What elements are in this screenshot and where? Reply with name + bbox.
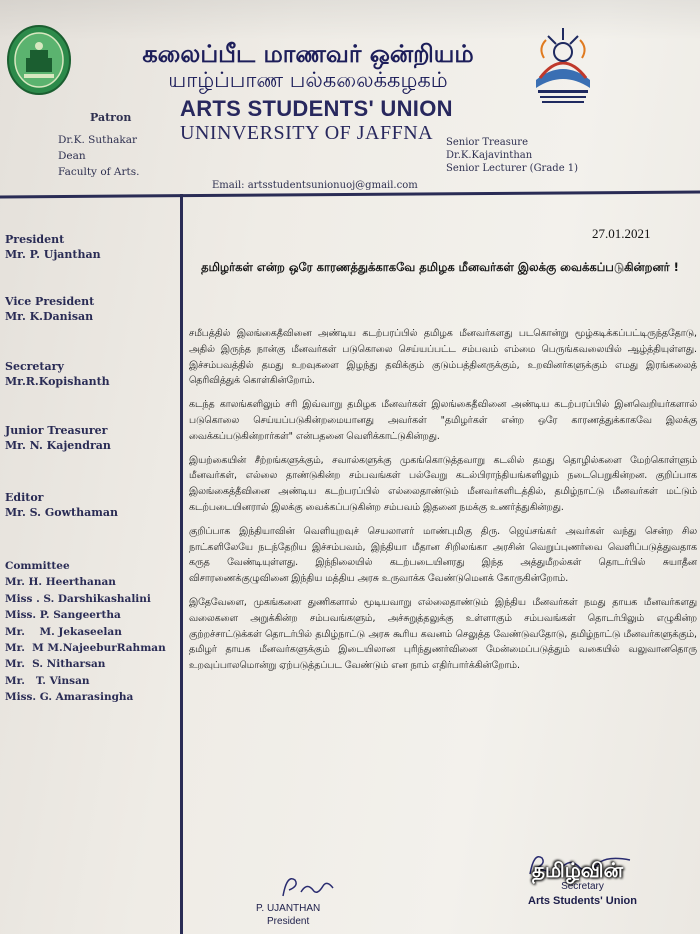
president-name: P. UJANTHAN bbox=[256, 903, 321, 914]
committee-member: Mr. M M.NajeeburRahman bbox=[5, 642, 166, 655]
union-name-english: ARTS STUDENTS' UNION bbox=[180, 96, 453, 121]
committee-member: Miss . S. Darshikashalini bbox=[5, 592, 151, 605]
office-editor: Editor Mr. S. Gowthaman bbox=[5, 491, 119, 519]
body-paragraph: இயற்கையின் சீற்றங்களுக்கும், சவால்களுக்கு முகங்கொடுத்தவாறு கடலில் தமது தொழில்களை மேற்கொள்ளும் மீனவர்கள், எல்லை தாண்டுகின்ற சம்பவங்கள் பல்வேறு கடல்பிராந்தியங்களிலும் நடைபெறுகின்றன. குறிப்பாக இலங்கைத்தீவினை அண்டிய கடற்பரப்பில் எல்லைதாண்டும் மீனவர்களிடத்தில், தமிழ்நாட்டு மீனவர்கள் மட்டும் கடற்படையினரால் இலக்கு வைக்கப்படுகின்ற சம்பவம் இதனை நமக்கு உணர்த்துகின்றது. bbox=[189, 454, 697, 513]
president-signature-icon bbox=[277, 870, 337, 902]
senior-treasure-block bbox=[446, 136, 578, 175]
secretary-org: Arts Students' Union bbox=[528, 895, 637, 907]
body-paragraph: இதேவேளை, முகங்களை துணிகளால் மூடியவாறு எல்லைதாண்டும் இந்திய மீனவர்கள் நமது தாயக மீனவர்களது வலைகளை அறுக்கின்ற சம்பவங்களும், அச்சுறுத்தலுக்கு உள்ளாகும் சம்பவங்கள் தொடர்பிலும் எழுகின்ற குற்றச்சாட்டுக்கள் தொடர்பில் தமிழ்நாட்டு அரசு கூரிய கவனம் செலுத்த வேண்டுவதோடு, தமிழ்நாட்டு மீனவர்களுக்கும், தமிழர் தாயக மீனவர்களுக்கும் இடையிலான புரிந்துணர்வினை மேன்மைப்படுத்தும் வகையில் வலுவானதொரு உறவுப்பாலமொன்று ஏற்படுத்தப்பட வேண்டும் என நாம் எதிர்பார்க்கின்றோம். bbox=[189, 596, 697, 672]
university-name-english: UNINVERSITY OF JAFFNA bbox=[180, 122, 434, 144]
body-paragraph: குறிப்பாக இந்தியாவின் வெளியுறவுச் செயலாளர் மாண்புமிகு திரு. ஜெய்சங்கர் அவர்கள் வந்து சென்ற சில நாட்களிலேயே நடந்தேறிய இச்சம்பவம், இந்தியா மீதான சிறிலங்கா அரசின் வெறுப்புணர்வை வெளிப்படுத்துவதாக கருத வேண்டியுள்ளது. இந்நிலையில் கடற்படையினரது இந்த அத்துமீறல்கள் தொடர்பில் சுயாதீன விசாரணைக்குழுவினை இந்திய மத்திய அரசு உருவாக்க வேண்டுமெனக் கோருகின்றோம். bbox=[189, 525, 697, 585]
office-vice-president: Vice President Mr. K.Danisan bbox=[5, 295, 95, 323]
committee-member: Mr. M. Jekaseelan bbox=[5, 625, 122, 638]
committee-member: Miss. P. Sangeertha bbox=[5, 609, 121, 622]
committee-list bbox=[5, 558, 166, 706]
office-president: President Mr. P. Ujanthan bbox=[5, 233, 101, 261]
watermark: தமிழ்வின் bbox=[532, 858, 623, 882]
arts-union-logo-icon bbox=[518, 18, 608, 110]
patron-block bbox=[58, 110, 139, 180]
letter-subject: தமிழர்கள் என்ற ஒரே காரணத்துக்காகவே தமிழக மீனவர்கள் இலக்கு வைக்கப்படுகின்றனர் ! bbox=[201, 260, 679, 274]
committee-member: Mr. T. Vinsan bbox=[5, 674, 90, 687]
committee-member: Mr. S. Nitharsan bbox=[5, 658, 106, 671]
patron-name: Dr.K. Suthakar bbox=[58, 134, 137, 146]
body-paragraph: கடந்த காலங்களிலும் சரி இவ்வாறு தமிழக மீனவர்கள் இலங்கைதீவினை அண்டிய கடற்பரப்பில் இனவெறியர்களால் படுகொலை செய்யப்படுகின்றமையானது அவர்கள் "தமிழர்கள் என்ற ஒரே காரணத்துக்காகவே இலக்கு வைக்கப்படுகின்றார்கள்" என்பதனை வெளிக்காட்டுகின்றது. bbox=[189, 399, 697, 442]
patron-faculty: Faculty of Arts. bbox=[58, 166, 140, 178]
office-junior-treasurer: Junior Treasurer Mr. N. Kajendran bbox=[5, 424, 111, 452]
senior-treasure-heading: Senior Treasure bbox=[446, 137, 528, 148]
body-paragraph: சமீபத்தில் இலங்கைதீவினை அண்டிய கடற்பரப்பில் தமிழக மீனவர்களது படகொன்று மூழ்கடிக்கப்பட்டிருந்ததோடு, அதில் இருந்த நான்கு மீனவர்கள் படுகொலை செய்யப்பட்ட சம்பவம் எம்மை பெருங்கவலையில் ஆழ்த்தியுள்ளது. இச்சம்பவத்தில் தமது உறவுகளை இழந்து தவிக்கும் குடும்பத்தினருக்கும், உறவினர்களுக்கும் எமது இரங்கலைத் தெரிவித்துக் கொள்கின்றோம். bbox=[189, 328, 697, 387]
union-name-tamil: கலைப்பீட மாணவர் ஒன்றியம் bbox=[142, 40, 474, 68]
university-name-tamil: யாழ்ப்பாண பல்கலைக்கழகம் bbox=[168, 68, 448, 92]
committee-heading: Committee bbox=[5, 560, 70, 572]
office-secretary: Secretary Mr.R.Kopishanth bbox=[5, 360, 110, 388]
patron-heading: Patron bbox=[90, 111, 132, 124]
sidebar-rule bbox=[180, 194, 183, 934]
university-logo-icon bbox=[6, 24, 72, 96]
committee-member: Miss. G. Amarasingha bbox=[5, 691, 134, 704]
president-signature-block bbox=[256, 902, 320, 928]
letter-date: 27.01.2021 bbox=[592, 226, 651, 241]
patron-role: Dean bbox=[58, 150, 86, 162]
senior-treasure-role: Senior Lecturer (Grade 1) bbox=[446, 163, 579, 174]
secretary-title: Secretary bbox=[561, 881, 604, 892]
header-rule bbox=[0, 191, 700, 199]
letter-body bbox=[189, 326, 697, 682]
email-line: Email: artsstudentsunionuoj@gmail.com bbox=[212, 180, 418, 191]
committee-member: Mr. H. Heerthanan bbox=[5, 576, 116, 589]
senior-treasure-name: Dr.K.Kajavinthan bbox=[446, 150, 533, 161]
president-title: President bbox=[267, 916, 310, 927]
